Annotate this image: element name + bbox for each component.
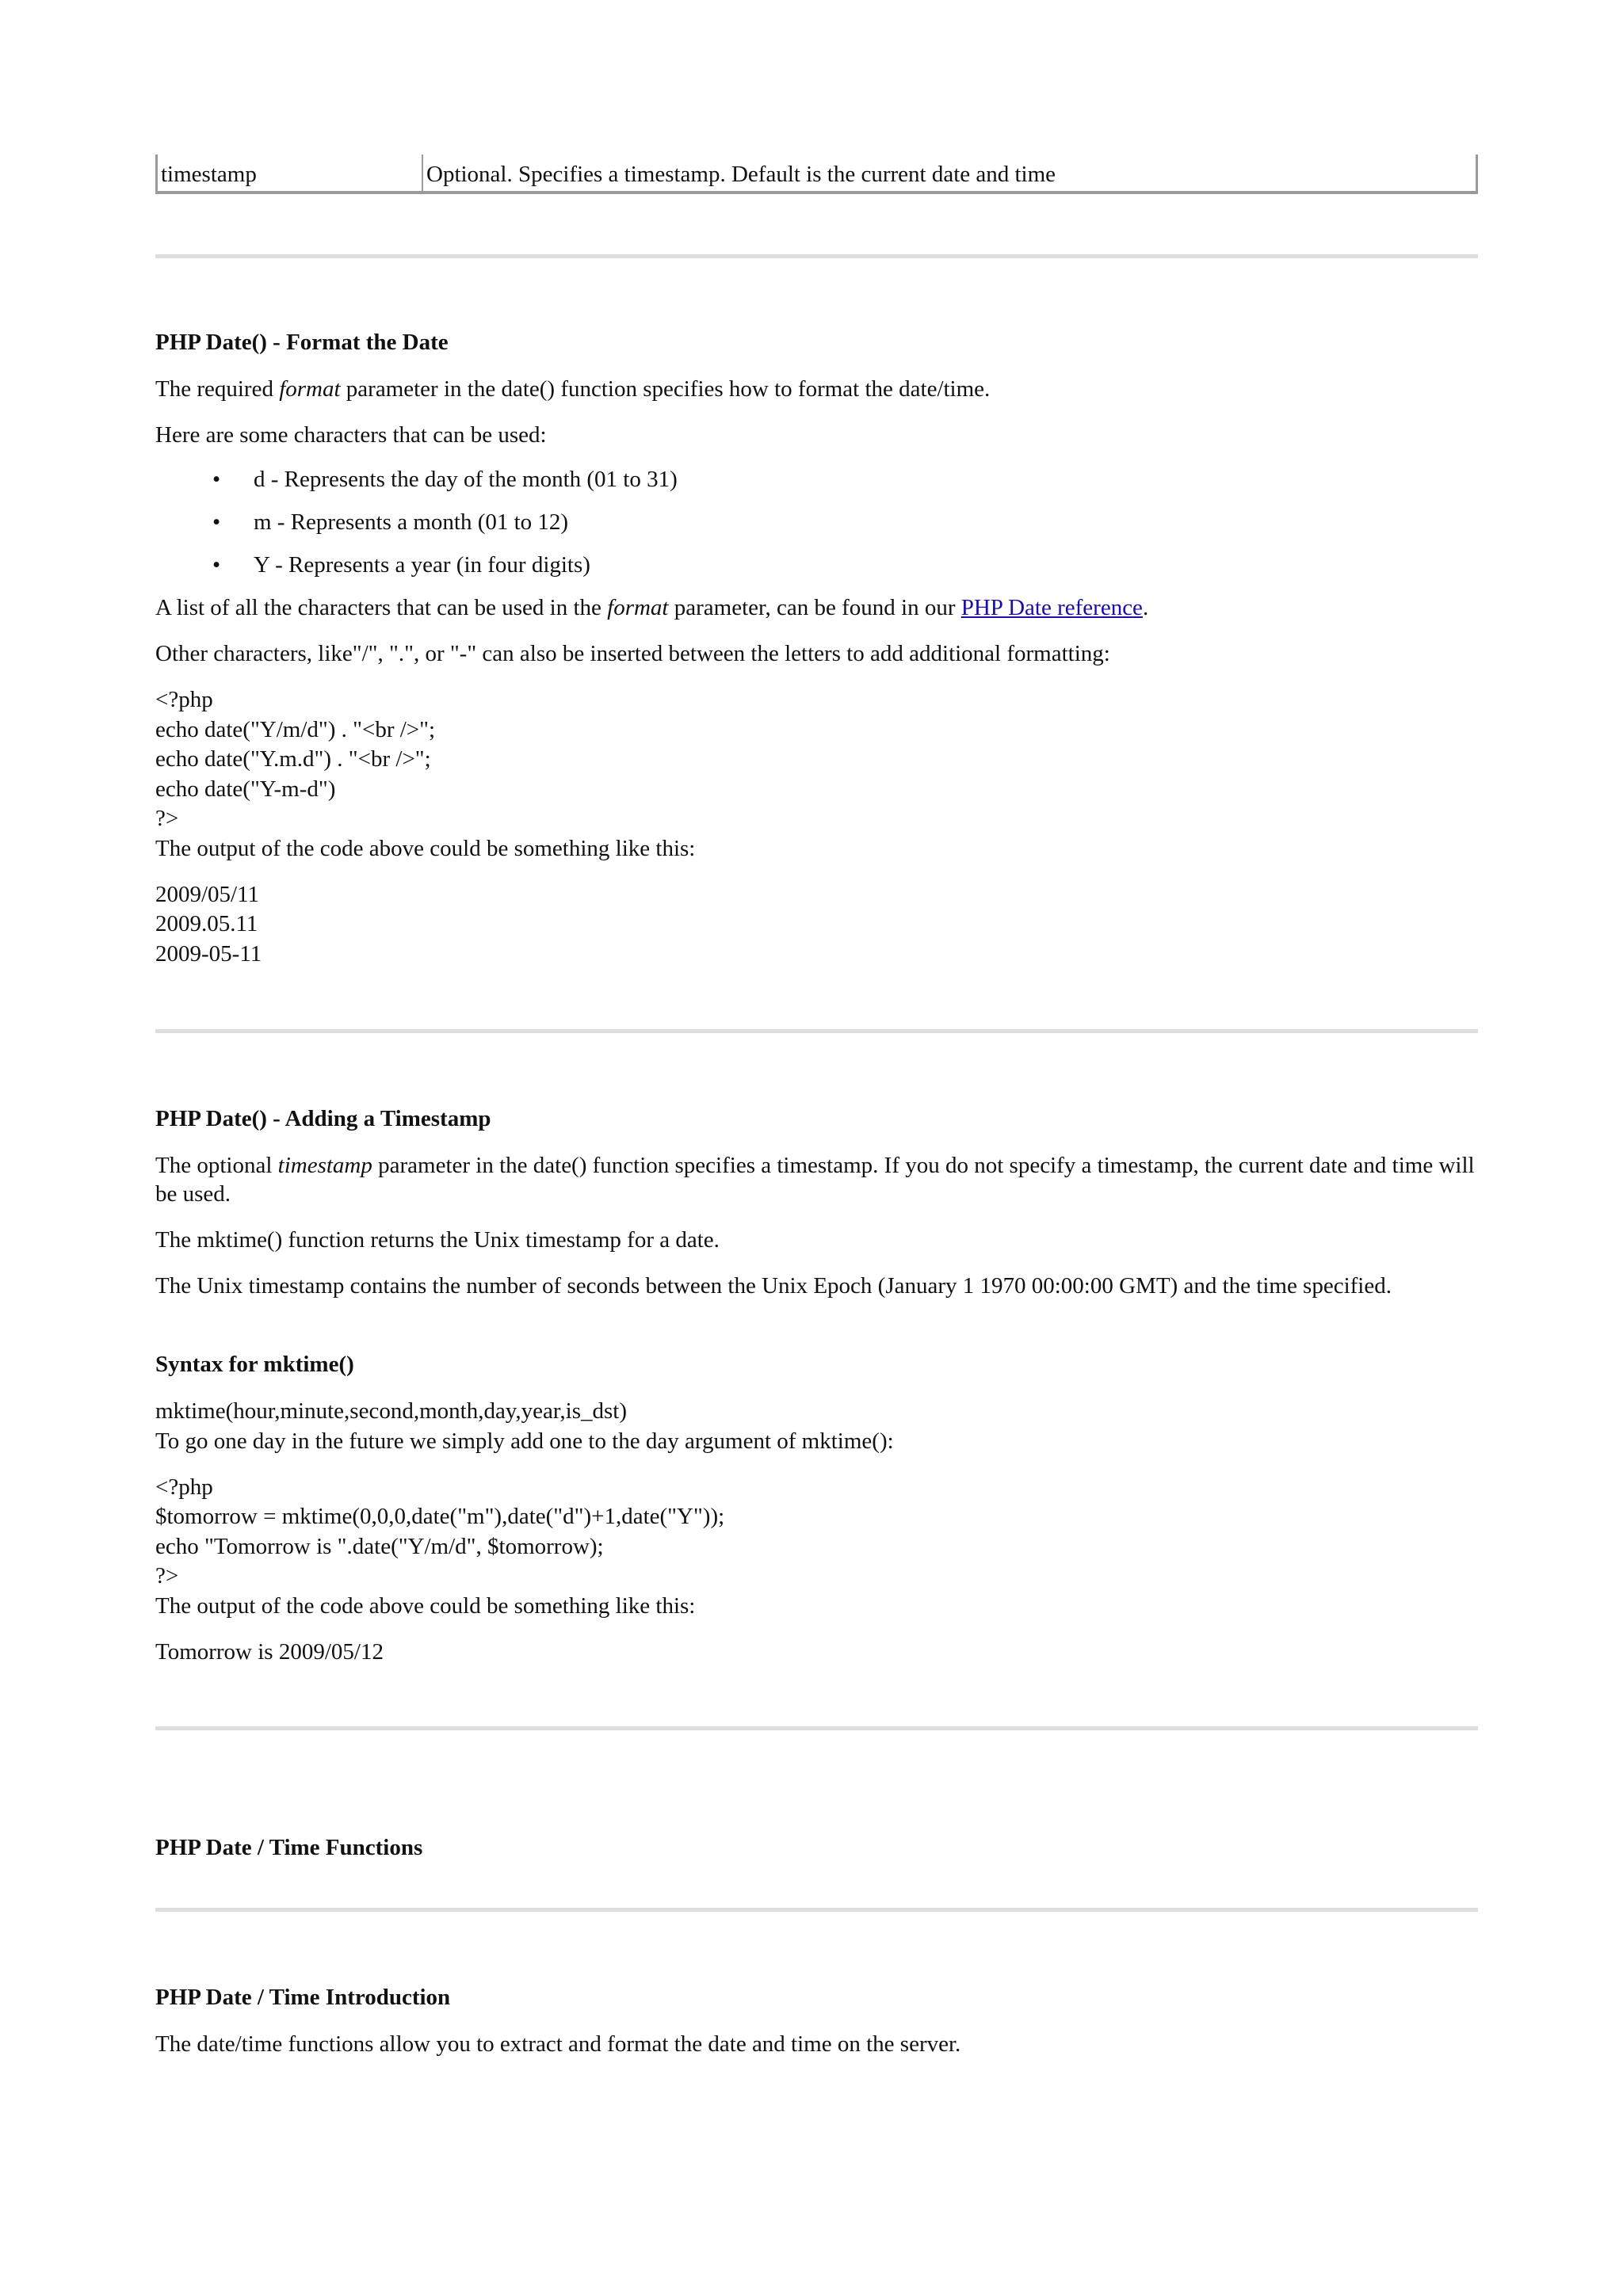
timestamp-paragraph-1: The optional timestamp parameter in the date() function specifies a timestamp. If you do not specify a timestamp, the current date and time will be used.: [155, 1153, 1475, 1207]
section-divider: [155, 1908, 1478, 1912]
section-divider: [155, 1726, 1478, 1730]
php-date-reference-link[interactable]: PHP Date reference: [960, 595, 1143, 620]
output-intro-paragraph: The output of the code above could be something like this:: [155, 835, 696, 861]
section-heading-timestamp: PHP Date() - Adding a Timestamp: [155, 1106, 491, 1131]
code-line: ?>: [155, 806, 179, 831]
introduction-paragraph: The date/time functions allow you to extract and format the date and time on the server.: [155, 2031, 961, 2057]
code-line: echo date("Y/m/d") . "<br />";: [155, 716, 436, 742]
output-intro-paragraph: The output of the code above could be something like this:: [155, 1592, 696, 1619]
bullet-icon: •: [212, 552, 221, 578]
timestamp-paragraph-3: The Unix timestamp contains the number of seconds between the Unix Epoch (January 1 1970 00:00:00 GMT) and the time specified.: [155, 1273, 1392, 1299]
mktime-syntax: mktime(hour,minute,second,month,day,year,is_dst): [155, 1398, 628, 1424]
code-line: <?php: [155, 687, 213, 712]
parameter-name: timestamp: [157, 154, 423, 193]
format-characters-list: [155, 465, 1478, 579]
code-line: $tomorrow = mktime(0,0,0,date("m"),date("d")+1,date("Y"));: [155, 1504, 725, 1529]
timestamp-paragraph-2: The mktime() function returns the Unix timestamp for a date.: [155, 1227, 720, 1253]
code-line: echo "Tomorrow is ".date("Y/m/d", $tomorrow);: [155, 1533, 604, 1559]
bullet-icon: •: [212, 467, 221, 492]
output-example-format: [155, 880, 1478, 970]
section-heading-format: PHP Date() - Format the Date: [155, 330, 449, 355]
list-item: • m - Represents a month (01 to 12): [212, 509, 569, 535]
future-paragraph: To go one day in the future we simply add one to the day argument of mktime():: [155, 1428, 894, 1454]
code-example-format: [155, 685, 1478, 834]
output-line: 2009/05/11: [155, 881, 260, 907]
parameter-table: [155, 154, 1478, 194]
code-line: echo date("Y-m-d"): [155, 776, 336, 802]
code-line: <?php: [155, 1474, 213, 1500]
output-line: 2009-05-11: [155, 940, 262, 967]
section-divider: [155, 254, 1478, 258]
section-divider: [155, 1029, 1478, 1033]
output-example-mktime: Tomorrow is 2009/05/12: [155, 1638, 384, 1665]
output-line: 2009.05.11: [155, 911, 258, 936]
characters-intro-paragraph: Here are some characters that can be used:: [155, 422, 547, 448]
section-heading-introduction: PHP Date / Time Introduction: [155, 1984, 451, 2010]
code-example-mktime: [155, 1473, 1478, 1592]
document-page: [155, 154, 1478, 2058]
code-line: ?>: [155, 1563, 179, 1589]
list-item: • d - Represents the day of the month (01 to 31): [212, 467, 678, 492]
syntax-heading: Syntax for mktime(): [155, 1352, 354, 1377]
other-characters-paragraph: Other characters, like"/", ".", or "-" can also be inserted between the letters to add additional formatting:: [155, 641, 1110, 666]
date-reference-paragraph: A list of all the characters that can be used in the format parameter, can be found in our PHP Date reference.: [155, 595, 1149, 620]
list-item: • Y - Represents a year (in four digits): [212, 552, 590, 578]
table-row: [157, 154, 1477, 193]
section-heading-functions: PHP Date / Time Functions: [155, 1834, 423, 1860]
bullet-icon: •: [212, 509, 221, 535]
parameter-description: Optional. Specifies a timestamp. Default is the current date and time: [426, 162, 1056, 187]
format-intro-paragraph: The required format parameter in the date() function specifies how to format the date/time.: [155, 376, 991, 402]
code-line: echo date("Y.m.d") . "<br />";: [155, 746, 431, 772]
